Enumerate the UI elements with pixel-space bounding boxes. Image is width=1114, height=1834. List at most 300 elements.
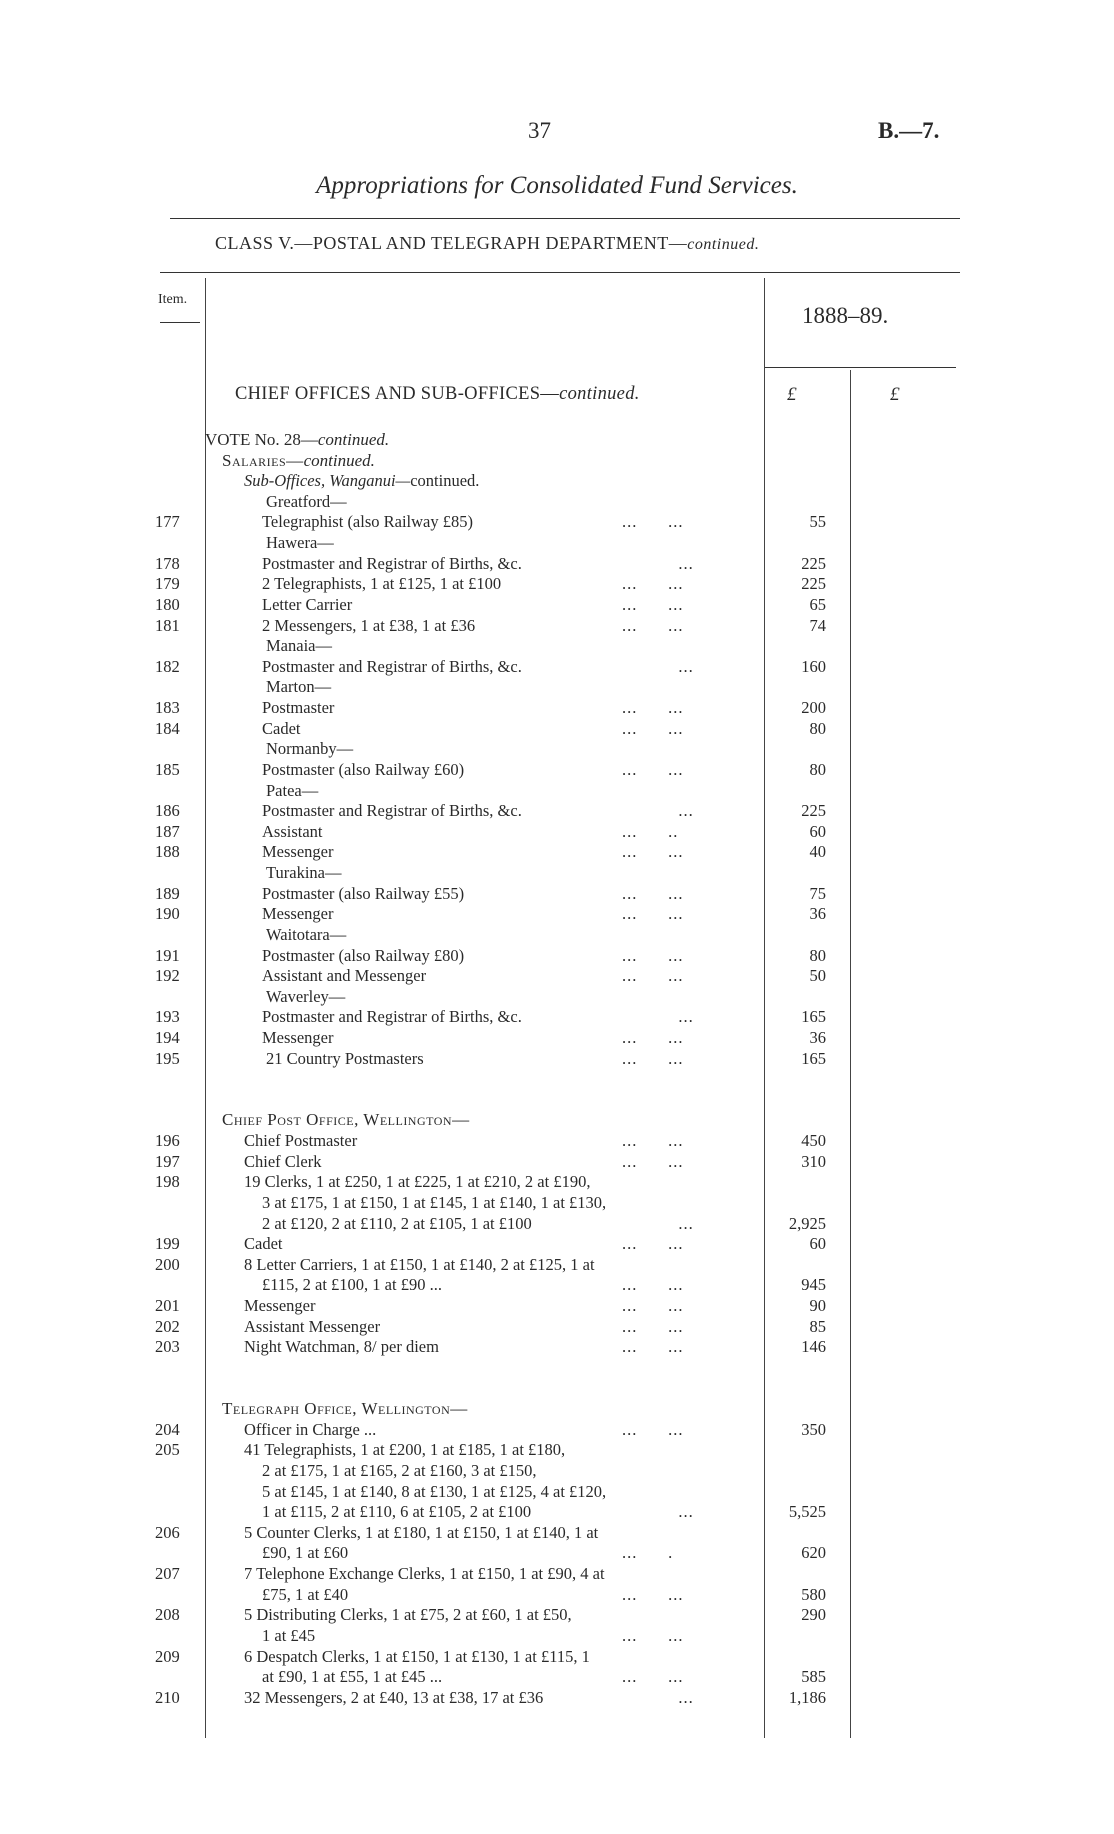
item-description (262, 1275, 442, 1296)
amount: 2,925 (788, 1213, 826, 1233)
amount: 160 (801, 656, 826, 676)
table-row (0, 698, 1114, 719)
item-description (244, 1317, 380, 1338)
table-row (0, 863, 1114, 884)
item-description-text: Cadet (244, 1234, 283, 1254)
item-number: 210 (155, 1687, 180, 1707)
amount: 36 (809, 904, 826, 924)
item-description (266, 636, 332, 657)
amount: 74 (809, 615, 826, 635)
item-description-text: Postmaster and Registrar of Births, &c. (262, 656, 522, 676)
item-description-text: 3 at £175, 1 at £150, 1 at £145, 1 at £140, 1 at £130, (262, 1192, 607, 1212)
item-description (266, 863, 341, 884)
amount: 585 (801, 1667, 826, 1687)
item-description (262, 616, 475, 637)
item-description-text: Messenger (244, 1296, 316, 1316)
amount: 350 (801, 1419, 826, 1439)
table-row (0, 925, 1114, 946)
leader-dots: ... ... (622, 883, 684, 903)
item-description (266, 781, 318, 802)
item-description (262, 801, 522, 822)
item-description (244, 1420, 376, 1441)
item-number: 186 (155, 801, 180, 821)
item-description (262, 1667, 442, 1688)
item-description-text: 19 Clerks, 1 at £250, 1 at £225, 1 at £210, 2 at £190, (244, 1172, 591, 1192)
leader-dots: ... ... (622, 1419, 684, 1439)
leader-dots: ... ... (622, 512, 684, 532)
table-row (0, 595, 1114, 616)
leader-dots: ... ... (622, 1625, 684, 1645)
item-description (266, 925, 346, 946)
table-row (0, 1564, 1114, 1585)
amount: 50 (809, 966, 826, 986)
item-description-text: 2 Telegraphists, 1 at £125, 1 at £100 (262, 574, 502, 594)
item-description-text: Postmaster (also Railway £55) (262, 883, 465, 903)
amount: 60 (809, 821, 826, 841)
table-row (0, 781, 1114, 802)
item-description (244, 1523, 598, 1544)
table-row (0, 1585, 1114, 1606)
year-header-rule (764, 367, 956, 368)
table-row (0, 1358, 1114, 1379)
item-number: 194 (155, 1027, 180, 1047)
item-number: 195 (155, 1048, 180, 1068)
amount: 75 (809, 883, 826, 903)
leader-dots: ... ... (622, 1027, 684, 1047)
item-description-text: 5 at £145, 1 at £140, 8 at £130, 1 at £125, 4 at £120, (262, 1481, 607, 1501)
item-description-text: Postmaster and Registrar of Births, &c. (262, 553, 522, 573)
table-row (0, 533, 1114, 554)
item-number: 199 (155, 1234, 180, 1254)
item-description (262, 1007, 522, 1028)
table-row (0, 1337, 1114, 1358)
item-number: 177 (155, 512, 180, 532)
item-description (262, 554, 522, 575)
continued-label: continued. (317, 430, 390, 449)
table-row (0, 430, 1114, 451)
amount: 200 (801, 698, 826, 718)
table-row (0, 801, 1114, 822)
item-description-text: Telegraph Office, Wellington— (222, 1399, 468, 1419)
item-description (244, 1647, 590, 1668)
item-number: 184 (155, 718, 180, 738)
table-row (0, 1626, 1114, 1647)
item-description-text: Assistant (262, 821, 323, 841)
class-rule (160, 272, 960, 273)
item-number: 209 (155, 1646, 180, 1666)
item-description (244, 1688, 543, 1709)
leader-dots: ... ... (622, 698, 684, 718)
table-row (0, 1131, 1114, 1152)
table-row (0, 492, 1114, 513)
item-number: 198 (155, 1172, 180, 1192)
table-row (0, 842, 1114, 863)
item-number: 178 (155, 553, 180, 573)
item-description (262, 966, 426, 987)
item-description (244, 1605, 572, 1626)
amount: 165 (801, 1007, 826, 1027)
item-description-text: at £90, 1 at £55, 1 at £45 ... (262, 1667, 443, 1687)
table-row (0, 1214, 1114, 1235)
item-description-text: £90, 1 at £60 (262, 1543, 349, 1563)
item-column-header: Item. (158, 292, 188, 307)
item-description-text: Assistant Messenger (244, 1316, 381, 1336)
item-description (262, 884, 464, 905)
item-description-text: Postmaster and Registrar of Births, &c. (262, 1007, 522, 1027)
item-description-text: 5 Counter Clerks, 1 at £180, 1 at £150, 1 at £140, 1 at (244, 1522, 599, 1542)
leader-dots: ... .. (622, 821, 679, 841)
leader-dots: ... ... (622, 1337, 684, 1357)
item-description (222, 1399, 468, 1420)
item-description (244, 1234, 283, 1255)
item-description (244, 471, 479, 492)
table-row (0, 1110, 1114, 1131)
item-number: 189 (155, 883, 180, 903)
item-description-text: Chief Post Office, Wellington— (222, 1110, 470, 1130)
item-description (222, 1110, 470, 1131)
item-description-text: Officer in Charge ... (244, 1419, 377, 1439)
table-row (0, 554, 1114, 575)
item-number: 188 (155, 842, 180, 862)
item-description-text: Postmaster (also Railway £60) (262, 759, 465, 779)
table-row (0, 1379, 1114, 1400)
table-row (0, 1007, 1114, 1028)
item-description-text: Greatford— (266, 491, 347, 511)
table-row (0, 512, 1114, 533)
item-description (262, 595, 352, 616)
amount: 225 (801, 574, 826, 594)
table-row (0, 1688, 1114, 1709)
continued-label: continued. (410, 471, 480, 491)
item-description-text: 2 at £120, 2 at £110, 2 at £105, 1 at £100 (262, 1213, 532, 1233)
item-description-text: Postmaster (also Railway £80) (262, 945, 465, 965)
amount: 1,186 (788, 1687, 826, 1707)
amount: 60 (809, 1234, 826, 1254)
leader-dots: ... ... (622, 904, 684, 924)
item-description-text: 1 at £115, 2 at £110, 6 at £105, 2 at £100 (262, 1502, 532, 1522)
item-description-text: Normanby— (266, 739, 354, 759)
item-number: 185 (155, 759, 180, 779)
item-description (262, 657, 522, 678)
table-row (0, 987, 1114, 1008)
table-row (0, 1399, 1114, 1420)
item-description-text: Waitotara— (266, 924, 347, 944)
item-number: 208 (155, 1605, 180, 1625)
item-description-text: Waverley— (266, 986, 346, 1006)
item-description (205, 430, 389, 451)
item-description (244, 1131, 357, 1152)
leader-dots: ... ... (622, 842, 684, 862)
item-description (244, 1296, 315, 1317)
item-description (222, 451, 375, 472)
page-number: 37 (528, 118, 551, 143)
item-number: 207 (155, 1564, 180, 1584)
item-number: 196 (155, 1131, 180, 1151)
leader-dots: ... ... (622, 1151, 684, 1171)
item-number: 202 (155, 1316, 180, 1336)
table-row (0, 822, 1114, 843)
item-description-text: £115, 2 at £100, 1 at £90 ... (262, 1275, 442, 1295)
item-description (262, 1214, 532, 1235)
item-description (266, 987, 345, 1008)
item-number: 205 (155, 1440, 180, 1460)
item-description-text: Chief Clerk (244, 1151, 322, 1171)
item-description-text: Chief Postmaster (244, 1131, 358, 1151)
item-number: 187 (155, 821, 180, 841)
table-row (0, 1523, 1114, 1544)
leader-dots: ... ... (622, 1048, 684, 1068)
item-number: 197 (155, 1151, 180, 1171)
table-row (0, 636, 1114, 657)
item-description-text: Messenger (262, 842, 334, 862)
item-header-underline (160, 322, 200, 323)
item-number: 183 (155, 698, 180, 718)
leader-dots: ... ... (622, 615, 684, 635)
table-row (0, 1152, 1114, 1173)
item-description (266, 739, 353, 760)
item-number: 200 (155, 1254, 180, 1274)
item-description-text: Marton— (266, 677, 332, 697)
item-description-text: 5 Distributing Clerks, 1 at £75, 2 at £60, 1 at £50, (244, 1605, 572, 1625)
item-description-text: 7 Telephone Exchange Clerks, 1 at £150, 1 at £90, 4 at (244, 1564, 605, 1584)
leader-dots: ... ... (622, 574, 684, 594)
table-row (0, 677, 1114, 698)
leader-dots: ... ... (622, 966, 684, 986)
item-description-text: 2 at £175, 1 at £165, 2 at £160, 3 at £150, (262, 1461, 537, 1480)
leader-dots: ... ... (622, 1296, 684, 1316)
item-description (262, 842, 333, 863)
item-description-text: Assistant and Messenger (262, 966, 427, 986)
leader-dots: ... ... (622, 718, 684, 738)
item-number: 193 (155, 1007, 180, 1027)
year-column-header: 1888–89. (802, 303, 889, 328)
item-description-text: 6 Despatch Clerks, 1 at £150, 1 at £130, 1 at £115, 1 (244, 1646, 590, 1666)
item-description-text: Turakina— (266, 863, 342, 883)
leader-dots: ... ... (622, 1667, 684, 1687)
item-description-text: £75, 1 at £40 (262, 1584, 349, 1604)
item-number: 179 (155, 574, 180, 594)
amount: 225 (801, 801, 826, 821)
table-row (0, 884, 1114, 905)
item-description (244, 1337, 439, 1358)
item-description-text: Messenger (262, 904, 334, 924)
table-row (0, 946, 1114, 967)
item-description-text: 41 Telegraphists, 1 at £200, 1 at £185, 1 at £180, (244, 1440, 566, 1460)
pound-sign-col1: £ (787, 384, 797, 405)
item-description (262, 904, 333, 925)
leader-dots: ... ... (622, 759, 684, 779)
item-description (244, 1440, 565, 1461)
class-heading-cont: continued. (687, 236, 760, 253)
leader-dots: ... ... (622, 1275, 684, 1295)
item-description-text: Postmaster and Registrar of Births, &c. (262, 801, 522, 821)
table-row (0, 1317, 1114, 1338)
item-description (266, 677, 331, 698)
leader-dots: ... (622, 1007, 694, 1027)
table-row (0, 1090, 1114, 1111)
item-description (262, 1193, 606, 1214)
item-description-text: Telegraphist (also Railway £85) (262, 512, 473, 532)
table-row (0, 1193, 1114, 1214)
item-description-text: 2 Messengers, 1 at £38, 1 at £36 (262, 615, 476, 635)
amount: 80 (809, 718, 826, 738)
item-description-text: Night Watchman, 8/ per diem (244, 1337, 439, 1357)
leader-dots: ... ... (622, 945, 684, 965)
table-row (0, 1420, 1114, 1441)
amount: 65 (809, 594, 826, 614)
leader-dots: ... ... (622, 1316, 684, 1336)
item-description (262, 574, 501, 595)
table-row (0, 1482, 1114, 1503)
item-description (262, 719, 301, 740)
item-description (262, 760, 464, 781)
item-description-text: VOTE No. 28— (205, 430, 318, 449)
table-row (0, 1667, 1114, 1688)
amount: 5,525 (788, 1502, 826, 1522)
item-description-text: 1 at £45 (262, 1625, 316, 1645)
item-number: 206 (155, 1522, 180, 1542)
table-row (0, 1605, 1114, 1626)
item-description (262, 1482, 606, 1503)
item-number: 191 (155, 945, 180, 965)
amount: 146 (801, 1337, 826, 1357)
table-row (0, 1440, 1114, 1461)
item-number: 182 (155, 656, 180, 676)
amount: 580 (801, 1584, 826, 1604)
item-description-text: Cadet (262, 718, 301, 738)
table-row (0, 1502, 1114, 1523)
item-number: 203 (155, 1337, 180, 1357)
amount: 36 (809, 1027, 826, 1047)
pound-sign-col2: £ (890, 384, 900, 405)
leader-dots: ... ... (622, 1234, 684, 1254)
table-row (0, 1647, 1114, 1668)
table-row (0, 760, 1114, 781)
amount: 55 (809, 512, 826, 532)
table-row (0, 1543, 1114, 1564)
leader-dots: ... (622, 553, 694, 573)
table-row (0, 1255, 1114, 1276)
amount: 620 (801, 1543, 826, 1563)
table-row (0, 451, 1114, 472)
chief-offices-heading (235, 384, 640, 405)
item-description-text: Letter Carrier (262, 594, 353, 614)
table-row (0, 1028, 1114, 1049)
leader-dots: ... . (622, 1543, 674, 1563)
item-description (262, 1028, 333, 1049)
item-description (244, 1172, 590, 1193)
leader-dots: ... (622, 1687, 694, 1707)
item-description (266, 533, 334, 554)
item-description (244, 1564, 605, 1585)
amount: 945 (801, 1275, 826, 1295)
leader-dots: ... ... (622, 1584, 684, 1604)
table-row (0, 1296, 1114, 1317)
table-row (0, 574, 1114, 595)
item-number: 204 (155, 1419, 180, 1439)
item-description (262, 1461, 537, 1482)
table-row (0, 739, 1114, 760)
item-description-text: 32 Messengers, 2 at £40, 13 at £38, 17 at £36 (244, 1687, 544, 1707)
continued-label: continued. (303, 450, 375, 470)
item-number: 192 (155, 966, 180, 986)
amount: 225 (801, 553, 826, 573)
item-description-text: Messenger (262, 1027, 334, 1047)
table-row (0, 719, 1114, 740)
amount: 165 (801, 1048, 826, 1068)
class-heading (215, 233, 759, 254)
leader-dots: ... (622, 1213, 694, 1233)
item-description (266, 1049, 424, 1070)
item-description (244, 1152, 321, 1173)
table-row (0, 904, 1114, 925)
amount: 80 (809, 945, 826, 965)
item-description (262, 698, 334, 719)
item-number: 180 (155, 594, 180, 614)
chief-offices-cont: continued. (559, 384, 640, 404)
item-description (262, 1543, 348, 1564)
amount: 80 (809, 759, 826, 779)
leader-dots: ... ... (622, 594, 684, 614)
item-number: 190 (155, 904, 180, 924)
table-row (0, 1069, 1114, 1090)
leader-dots: ... ... (622, 1131, 684, 1151)
chief-offices-text: CHIEF OFFICES AND SUB-OFFICES— (235, 384, 560, 404)
item-description-text: 8 Letter Carriers, 1 at £150, 1 at £140, 2 at £125, 1 at (244, 1254, 595, 1274)
item-description (262, 1502, 531, 1523)
item-description (262, 1585, 348, 1606)
item-description (244, 1255, 595, 1276)
item-description (262, 1626, 315, 1647)
amount: 450 (801, 1131, 826, 1151)
table-row (0, 616, 1114, 637)
item-number: 201 (155, 1296, 180, 1316)
item-number: 181 (155, 615, 180, 635)
item-description-text: Sub-Offices, Wanganui— (244, 471, 411, 491)
leader-dots: ... (622, 1502, 694, 1522)
series-code: B.—7. (878, 118, 940, 143)
amount: 290 (801, 1605, 826, 1625)
page-title: Appropriations for Consolidated Fund Services. (316, 172, 798, 199)
title-rule (170, 218, 960, 219)
item-description-text: 21 Country Postmasters (266, 1048, 424, 1068)
amount: 85 (809, 1316, 826, 1336)
table-row (0, 1461, 1114, 1482)
amount: 310 (801, 1151, 826, 1171)
item-description-text: Hawera— (266, 533, 334, 553)
table-row (0, 1172, 1114, 1193)
table-row (0, 1234, 1114, 1255)
item-description-text: Patea— (266, 780, 319, 800)
table-row (0, 1049, 1114, 1070)
item-description-text: Salaries— (222, 450, 304, 470)
table-row (0, 657, 1114, 678)
item-description-text: Manaia— (266, 636, 332, 656)
amount: 90 (809, 1296, 826, 1316)
item-description-text: Postmaster (262, 698, 335, 718)
item-description (262, 512, 473, 533)
table-row (0, 1275, 1114, 1296)
item-description (266, 492, 347, 513)
amount: 40 (809, 842, 826, 862)
item-description (262, 822, 323, 843)
table-row (0, 966, 1114, 987)
table-row (0, 471, 1114, 492)
class-heading-text: CLASS V.—POSTAL AND TELEGRAPH DEPARTMENT— (215, 233, 688, 253)
leader-dots: ... (622, 656, 694, 676)
item-description (262, 946, 464, 967)
leader-dots: ... (622, 801, 694, 821)
